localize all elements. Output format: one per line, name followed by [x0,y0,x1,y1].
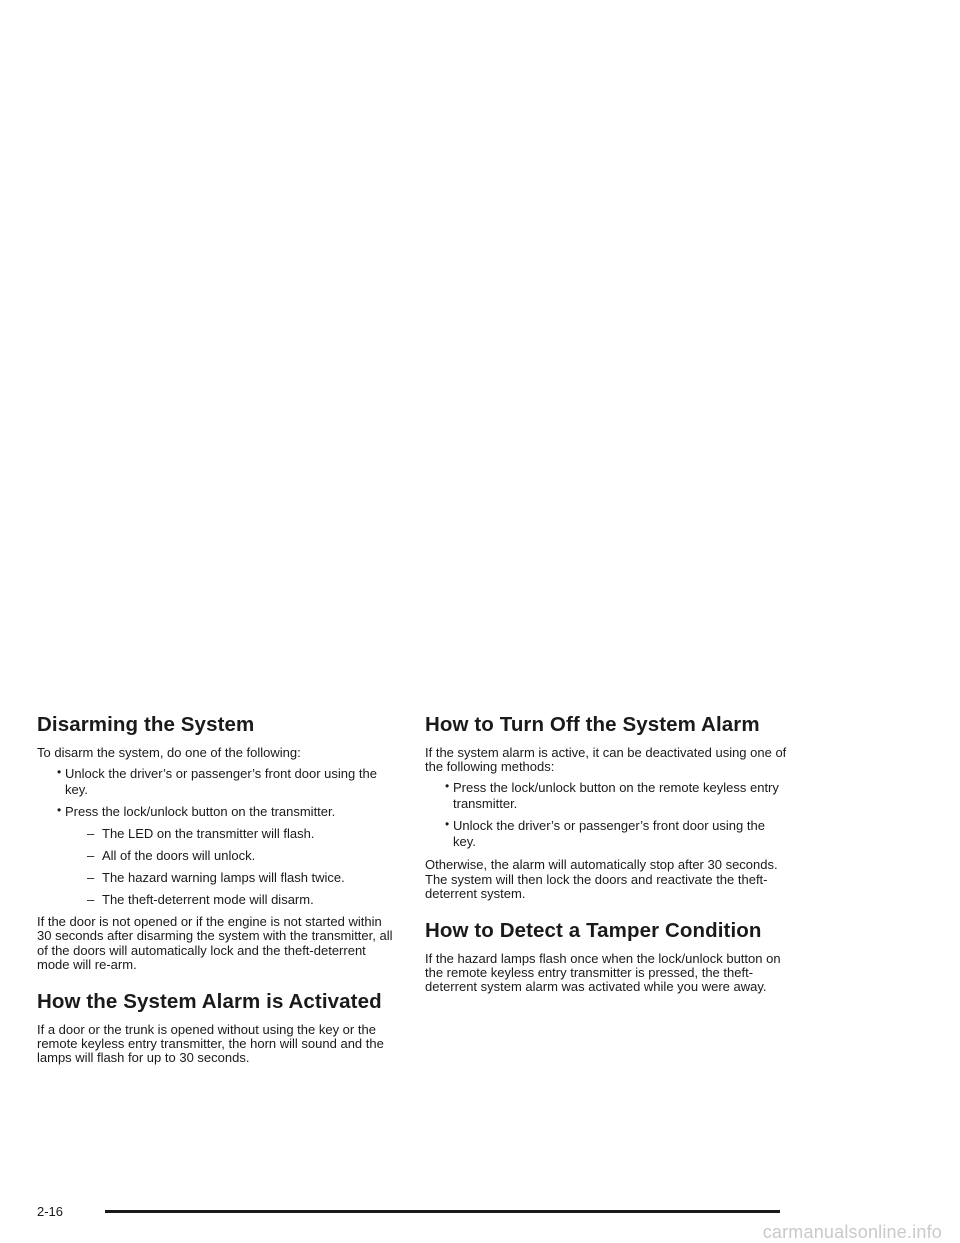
list-item-text: The hazard warning lamps will flash twice. [102,870,345,886]
section-title-tamper: How to Detect a Tamper Condition [425,919,762,943]
list-item [37,848,399,863]
list-item-text: Unlock the driver’s or passenger’s front door using the key. [65,766,377,798]
list-item-text: The theft-deterrent mode will disarm. [102,892,314,908]
list-item [37,870,399,885]
section-title-activated: How the System Alarm is Activated [37,990,382,1014]
list-item [37,804,399,820]
right-column [425,713,787,995]
bullet-icon: • [445,817,450,832]
list-item-text: All of the doors will unlock. [102,848,256,864]
left-column [37,713,399,1066]
list-item-text: Press the lock/unlock button on the remote keyless entry transmitter. [453,780,779,812]
list-item [37,766,399,798]
disarming-bullet-list [37,766,399,820]
list-item [37,892,399,907]
dash-icon: – [87,892,95,908]
list-item [425,780,787,812]
section-title-turn-off: How to Turn Off the System Alarm [425,713,760,736]
page-number: 2-16 [37,1204,64,1219]
dash-icon: – [87,848,95,864]
bullet-icon: • [57,803,62,818]
list-item [425,818,787,850]
section-title-disarming: Disarming the System [37,713,255,736]
dash-icon: – [87,826,95,842]
watermark: carmanualsonline.info [762,1222,942,1242]
dash-icon: – [87,870,95,886]
turnoff-intro: If the system alarm is active, it can be deactivated using one of the following methods: [425,745,787,775]
disarming-after-text: If the door is not opened or if the engine is not started within 30 seconds after disarming the system with the transmitter, all of the doors will automatically lock and the theft-deterrent mode will re-arm. [37,914,393,972]
activated-text: If a door or the trunk is opened without using the key or the remote keyless entry transmitter, the horn will sound and the lamps will flash for up to 30 seconds. [37,1022,384,1066]
disarming-intro: To disarm the system, do one of the following: [37,745,301,760]
bullet-icon: • [57,765,62,780]
turnoff-bullet-list [425,780,787,850]
list-item-text: Press the lock/unlock button on the transmitter. [65,804,336,820]
bullet-icon: • [445,779,450,794]
list-item-text: The LED on the transmitter will flash. [102,826,315,842]
turnoff-after-text: Otherwise, the alarm will automatically stop after 30 seconds. The system will then lock the doors and reactivate the theft-deterrent system. [425,857,778,901]
footer-rule [105,1210,780,1213]
list-item [37,826,399,841]
list-item-text: Unlock the driver’s or passenger’s front door using the key. [453,818,765,850]
disarming-sub-list [37,826,399,907]
tamper-text: If the hazard lamps flash once when the lock/unlock button on the remote keyless entry transmitter is pressed, the theft-deterrent system alarm was activated while you were away. [425,951,781,995]
